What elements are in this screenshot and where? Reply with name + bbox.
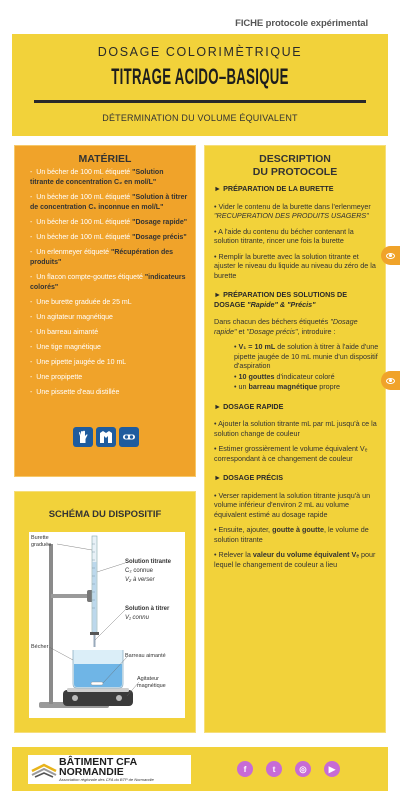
step-text: • Verser rapidement la solution titrante jusqu'à un volume inférieur d'environ 2 mL au volume équivalent estimé au dosage rapide	[214, 490, 371, 519]
apparatus-illustration	[29, 532, 185, 718]
materiel-title: MATÉRIEL	[78, 153, 132, 165]
header-title: DOSAGE COLORIMÈTRIQUE	[97, 45, 303, 59]
protocol-steps	[214, 184, 379, 575]
c2-label: C₂ connue	[125, 568, 154, 574]
list-item: - Un agitateur magnétique	[30, 314, 113, 321]
top-bar	[0, 16, 400, 34]
company-logo[interactable]: BÂTIMENT CFA NORMANDIE Association régionale des CFA du BTP de Normandie	[28, 755, 191, 784]
list-item: - Un bécher de 100 mL étiqueté "Solution à titrer de concentration C₁ inconnue en mol/L"	[30, 194, 188, 211]
twitter-icon[interactable]: t	[266, 761, 282, 777]
eye-icon[interactable]	[381, 371, 400, 390]
section-heading: ► DOSAGE PRÉCIS	[214, 473, 284, 482]
list-item: - Un bécher de 100 mL étiqueté "Solution titrante de concentration C₂ en mol/L"	[30, 169, 164, 186]
section-heading: ► DOSAGE RAPIDE	[214, 401, 284, 411]
step-text: • Ajouter la solution titrante mL par mL jusqu'à ce la solution change de couleur	[214, 419, 377, 438]
barreau-label: Barreau aimanté	[125, 653, 166, 659]
logo-mark-icon	[31, 759, 57, 779]
document-type-label: FICHE protocole expérimental	[235, 18, 368, 29]
solution-titrante-label: Solution titrante	[125, 559, 171, 565]
list-item: - Une burette graduée de 25 mL	[30, 299, 132, 306]
list-item: - Un bécher de 100 mL étiqueté "Dosage précis"	[30, 234, 187, 241]
list-item: - Une tige magnétique	[30, 344, 101, 351]
facebook-icon[interactable]: f	[237, 761, 253, 777]
section-heading: ► PRÉPARATION DE LA BURETTE	[214, 184, 334, 193]
description-panel	[204, 145, 386, 733]
list-item: - Un erlenmeyer étiqueté "Récupération des produits"	[30, 249, 174, 266]
list-item: - Une pipette jaugée de 10 mL	[30, 359, 127, 366]
lab-coat-icon	[96, 427, 116, 447]
gloves-icon	[73, 427, 93, 447]
solution-a-titrer-label: Solution à titrer	[125, 606, 170, 612]
step-subitem: • 10 gouttes d'indicateur coloré	[234, 371, 335, 381]
burette-label: Burette graduée	[31, 535, 52, 548]
list-item: - Une pissette d'eau distillée	[30, 389, 120, 396]
schema-panel	[14, 491, 196, 733]
step-text: • A l'aide du contenu du bécher contenant la solution titrante, rincer une fois la burette	[214, 226, 354, 245]
becher-label: Bécher	[31, 644, 49, 650]
list-item: - Une propipette	[30, 374, 83, 381]
header-banner	[12, 34, 388, 136]
header-caption: DÉTERMINATION DU VOLUME ÉQUIVALENT	[102, 113, 298, 123]
step-text: Dans chacun des béchers étiquetés "Dosage rapide" et "Dosage précis", introduire :	[214, 317, 358, 336]
materiel-list	[30, 168, 189, 403]
section-heading: ► PRÉPARATION DES SOLUTIONS DE DOSAGE "Rapide" & "Précis"	[214, 290, 348, 309]
list-item: - Un barreau aimanté	[30, 329, 99, 336]
goggles-icon	[119, 427, 139, 447]
list-item: - Un flacon compte-gouttes étiqueté "indicateurs colorés"	[30, 274, 186, 291]
materiel-panel	[14, 145, 196, 477]
header-divider	[34, 100, 366, 103]
step-subitem: • un barreau magnétique propre	[234, 382, 340, 391]
step-text: • Relever la valeur du volume équivalent Vₑ pour lequel le changement de couleur a lieu	[214, 550, 376, 569]
ppe-icons	[73, 427, 139, 447]
header-subtitle: TITRAGE ACIDO–BASIQUE	[111, 64, 289, 89]
step-text: • Remplir la burette avec la solution titrante et ajuster le niveau du liquide au niveau du zéro de la burette	[214, 251, 376, 280]
agitateur-label: Agitateur magnétique	[137, 676, 166, 689]
schema-title: SCHÉMA DU DISPOSITIF	[48, 509, 162, 520]
youtube-icon[interactable]: ▶	[324, 761, 340, 777]
step-text: • Ensuite, ajouter, goutte à goutte, le volume de solution titrante	[214, 525, 369, 544]
step-text: • Vider le contenu de la burette dans l'erlenmeyer "RECUPERATION DES PRODUITS USAGERS"	[214, 201, 371, 220]
list-item: - Un bécher de 100 mL étiqueté "Dosage rapide"	[30, 219, 188, 226]
footer	[12, 747, 388, 791]
v2-label: V₂ à verser	[125, 577, 155, 583]
step-text: • Estimer grossièrement le volume équivalent Vₑ correspondant à ce changement de couleur	[214, 444, 368, 463]
step-subitem: • V₁ = 10 mL de solution à titrer à l'aide d'une pipette jaugée de 10 mL munie d'un dispositif d'aspiration	[234, 342, 379, 370]
social-links	[237, 761, 340, 777]
eye-icon[interactable]	[381, 246, 400, 265]
instagram-icon[interactable]: ◎	[295, 761, 311, 777]
v1-label: V₁ connu	[125, 615, 149, 621]
description-title: DESCRIPTION DU PROTOCOLE	[252, 153, 338, 178]
